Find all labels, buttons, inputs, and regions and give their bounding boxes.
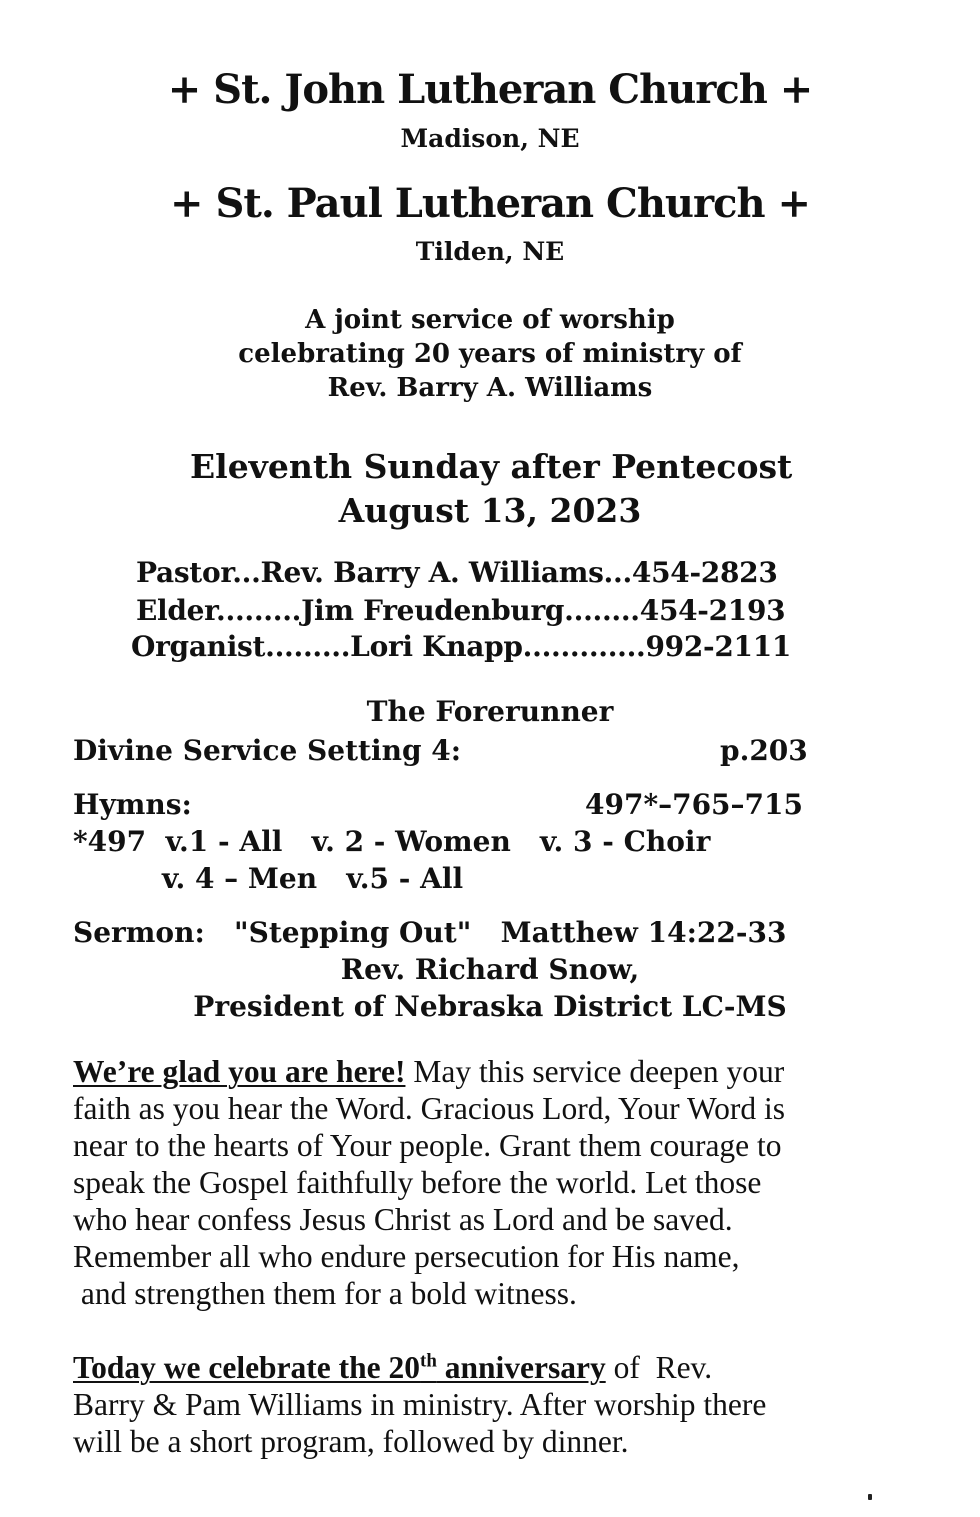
anniversary-heading-text-end: anniversary [436, 1350, 606, 1385]
anniversary-paragraph [73, 1349, 933, 1460]
intro-line: celebrating 20 years of ministry of [238, 339, 742, 369]
anniversary-text: will be a short program, followed by dinner. [73, 1424, 629, 1459]
welcome-first-line [73, 1053, 933, 1090]
scan-speck [868, 1494, 872, 1500]
service-setting-page: p.203 [720, 734, 808, 767]
welcome-text: near to the hearts of Your people. Grant them courage to [73, 1128, 782, 1163]
intro-line: A joint service of worship [305, 305, 675, 335]
staff-elder: Elder.........Jim Freudenburg........454-2193 [136, 594, 786, 627]
welcome-paragraph [73, 1053, 933, 1312]
anniversary-text: of Rev. [605, 1350, 713, 1385]
hymn-note-verses-continued: v. 4 – Men v.5 - All [162, 862, 464, 895]
anniversary-text: Barry & Pam Williams in ministry. After worship there [73, 1387, 767, 1422]
anniversary-first-line [73, 1349, 933, 1386]
welcome-text: Remember all who endure persecution for His name, [73, 1239, 740, 1274]
staff-pastor: Pastor...Rev. Barry A. Williams...454-2823 [136, 556, 778, 589]
welcome-text: May this service deepen your [405, 1054, 785, 1089]
anniversary-heading-text: Today we celebrate the 20 [73, 1350, 421, 1385]
sermon-preacher: Rev. Richard Snow, [340, 953, 640, 986]
church-location-madison: Madison, NE [400, 124, 580, 153]
welcome-text: faith as you hear the Word. Gracious Lord, Your Word is [73, 1091, 786, 1126]
sermon-preacher-title: President of Nebraska District LC-MS [193, 990, 787, 1023]
church-location-tilden: Tilden, NE [415, 237, 565, 266]
church-title-st-john: + St. John Lutheran Church + [167, 66, 813, 113]
intro-block [0, 303, 980, 405]
occasion-date: August 13, 2023 [338, 491, 642, 530]
anniversary-heading-ordinal: th [420, 1350, 437, 1372]
welcome-text: speak the Gospel faithfully before the world. Let those [73, 1165, 762, 1200]
hymn-note-verses: *497 v.1 - All v. 2 - Women v. 3 - Choir [73, 825, 711, 858]
church-title-st-paul: + St. Paul Lutheran Church + [170, 180, 810, 227]
hymns-label: Hymns: [73, 788, 192, 821]
hymns-numbers: 497*–765–715 [585, 788, 803, 821]
sermon-line: Sermon: "Stepping Out" Matthew 14:22-33 [73, 916, 787, 949]
service-setting-label: Divine Service Setting 4: [73, 734, 462, 767]
staff-organist: Organist.........Lori Knapp.............992-2111 [131, 630, 792, 663]
intro-line: Rev. Barry A. Williams [327, 373, 653, 403]
welcome-heading: We’re glad you are here! [73, 1054, 406, 1089]
anniversary-heading [73, 1350, 606, 1385]
service-theme: The Forerunner [366, 695, 614, 728]
welcome-text: who hear confess Jesus Christ as Lord and be saved. [73, 1202, 733, 1237]
welcome-text: and strengthen them for a bold witness. [73, 1276, 577, 1311]
occasion-title: Eleventh Sunday after Pentecost [190, 447, 793, 486]
